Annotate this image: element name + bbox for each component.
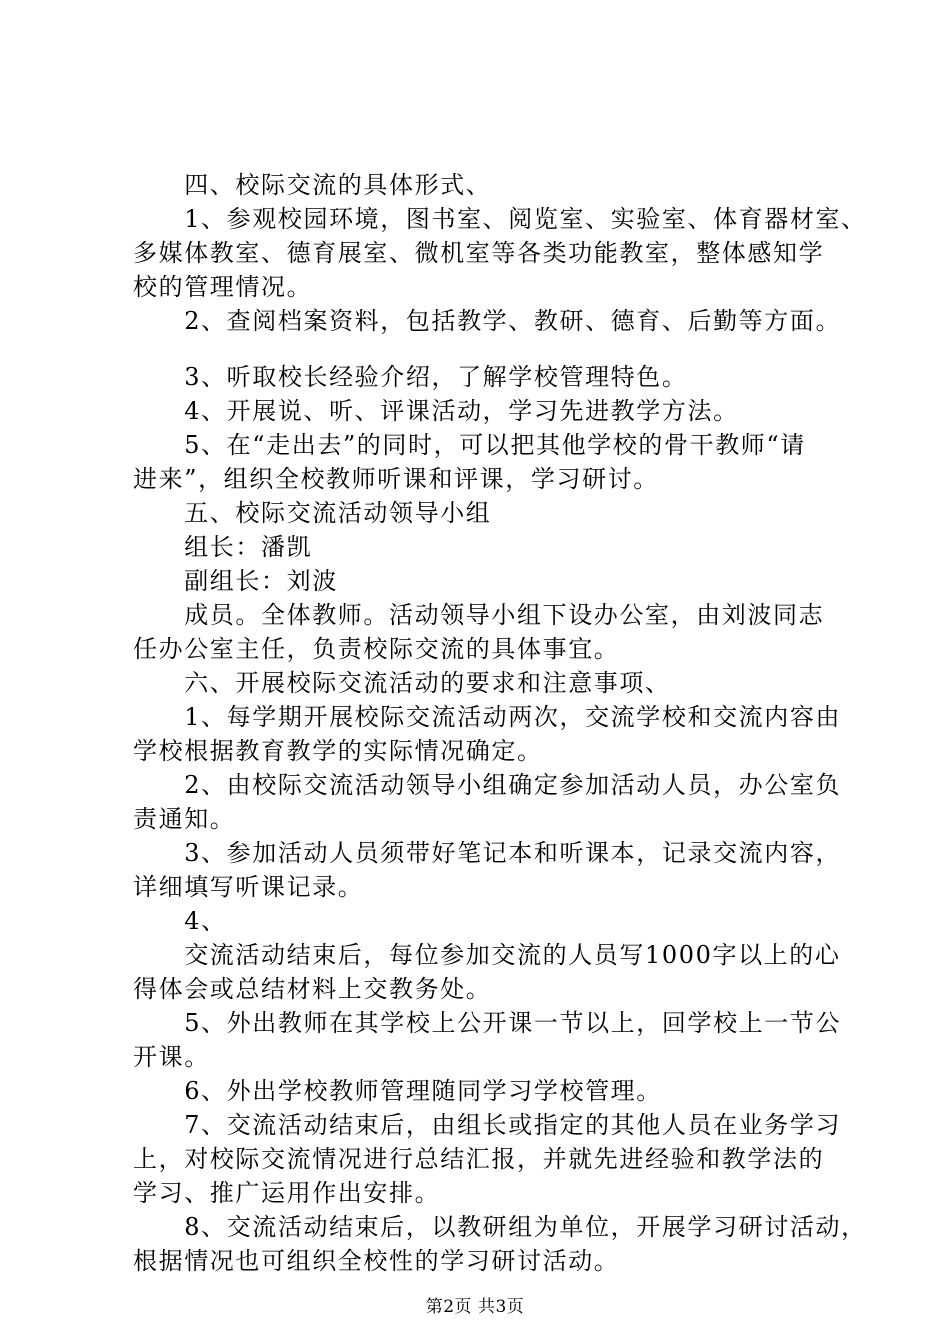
- text-line: 成员。全体教师。活动领导小组下设办公室，由刘波同志: [133, 601, 825, 629]
- text-line: 5、在“走出去”的同时，可以把其他学校的骨干教师“请: [133, 431, 806, 459]
- text-line: 5、外出教师在其学校上公开课一节以上，回学校上一节公: [133, 1009, 842, 1037]
- text-line: 6、外出学校教师管理随同学习学校管理。: [133, 1077, 662, 1105]
- text-line: 1、参观校园环境，图书室、阅览室、实验室、体育器材室、: [133, 205, 867, 233]
- text-line: 3、听取校长经验介绍，了解学校管理特色。: [133, 363, 688, 391]
- text-line: 7、交流活动结束后，由组长或指定的其他人员在业务学习: [133, 1111, 842, 1139]
- text-line: 六、开展校际交流活动的要求和注意事项、: [133, 669, 671, 697]
- text-line: 组长：潘凯: [133, 533, 313, 561]
- text-line: 4、: [133, 907, 227, 935]
- text-line: 4、开展说、听、评课活动，学习先进教学方法。: [133, 397, 739, 425]
- text-line: 任办公室主任，负责校际交流的具体事宜。: [133, 635, 620, 663]
- text-line: 副组长：刘波: [133, 567, 338, 595]
- text-line: 2、由校际交流活动领导小组确定参加活动人员，办公室负: [133, 771, 842, 799]
- text-line: 责通知。: [133, 805, 236, 833]
- text-line: 五、校际交流活动领导小组: [133, 499, 492, 527]
- text-line: 多媒体教室、德育展室、微机室等各类功能教室，整体感知学: [133, 239, 825, 267]
- text-line: 详细填写听课记录。: [133, 873, 364, 901]
- text-line: 3、参加活动人员须带好笔记本和听课本，记录交流内容，: [133, 839, 842, 867]
- text-line: 上，对校际交流情况进行总结汇报，并就先进经验和教学法的: [133, 1145, 825, 1173]
- text-line: 2、查阅档案资料，包括教学、教研、德育、后勤等方面。: [133, 307, 842, 335]
- text-line: 进来”，组织全校教师听课和评课，学习研讨。: [133, 465, 659, 493]
- text-line: 四、校际交流的具体形式、: [133, 171, 492, 199]
- text-line: 根据情况也可组织全校性的学习研讨活动。: [133, 1247, 620, 1275]
- text-line: 开课。: [133, 1043, 210, 1071]
- text-line: 得体会或总结材料上交教务处。: [133, 975, 492, 1003]
- text-line: 交流活动结束后，每位参加交流的人员写1000字以上的心: [133, 941, 841, 969]
- text-line: 校的管理情况。: [133, 273, 313, 301]
- text-line: 学习、推广运用作出安排。: [133, 1179, 441, 1207]
- text-line: 1、每学期开展校际交流活动两次，交流学校和交流内容由: [133, 703, 842, 731]
- text-line: 8、交流活动结束后，以教研组为单位，开展学习研讨活动，: [133, 1213, 867, 1241]
- text-line: 学校根据教育教学的实际情况确定。: [133, 737, 543, 765]
- page-number-footer: 第2页 共3页: [425, 1297, 525, 1317]
